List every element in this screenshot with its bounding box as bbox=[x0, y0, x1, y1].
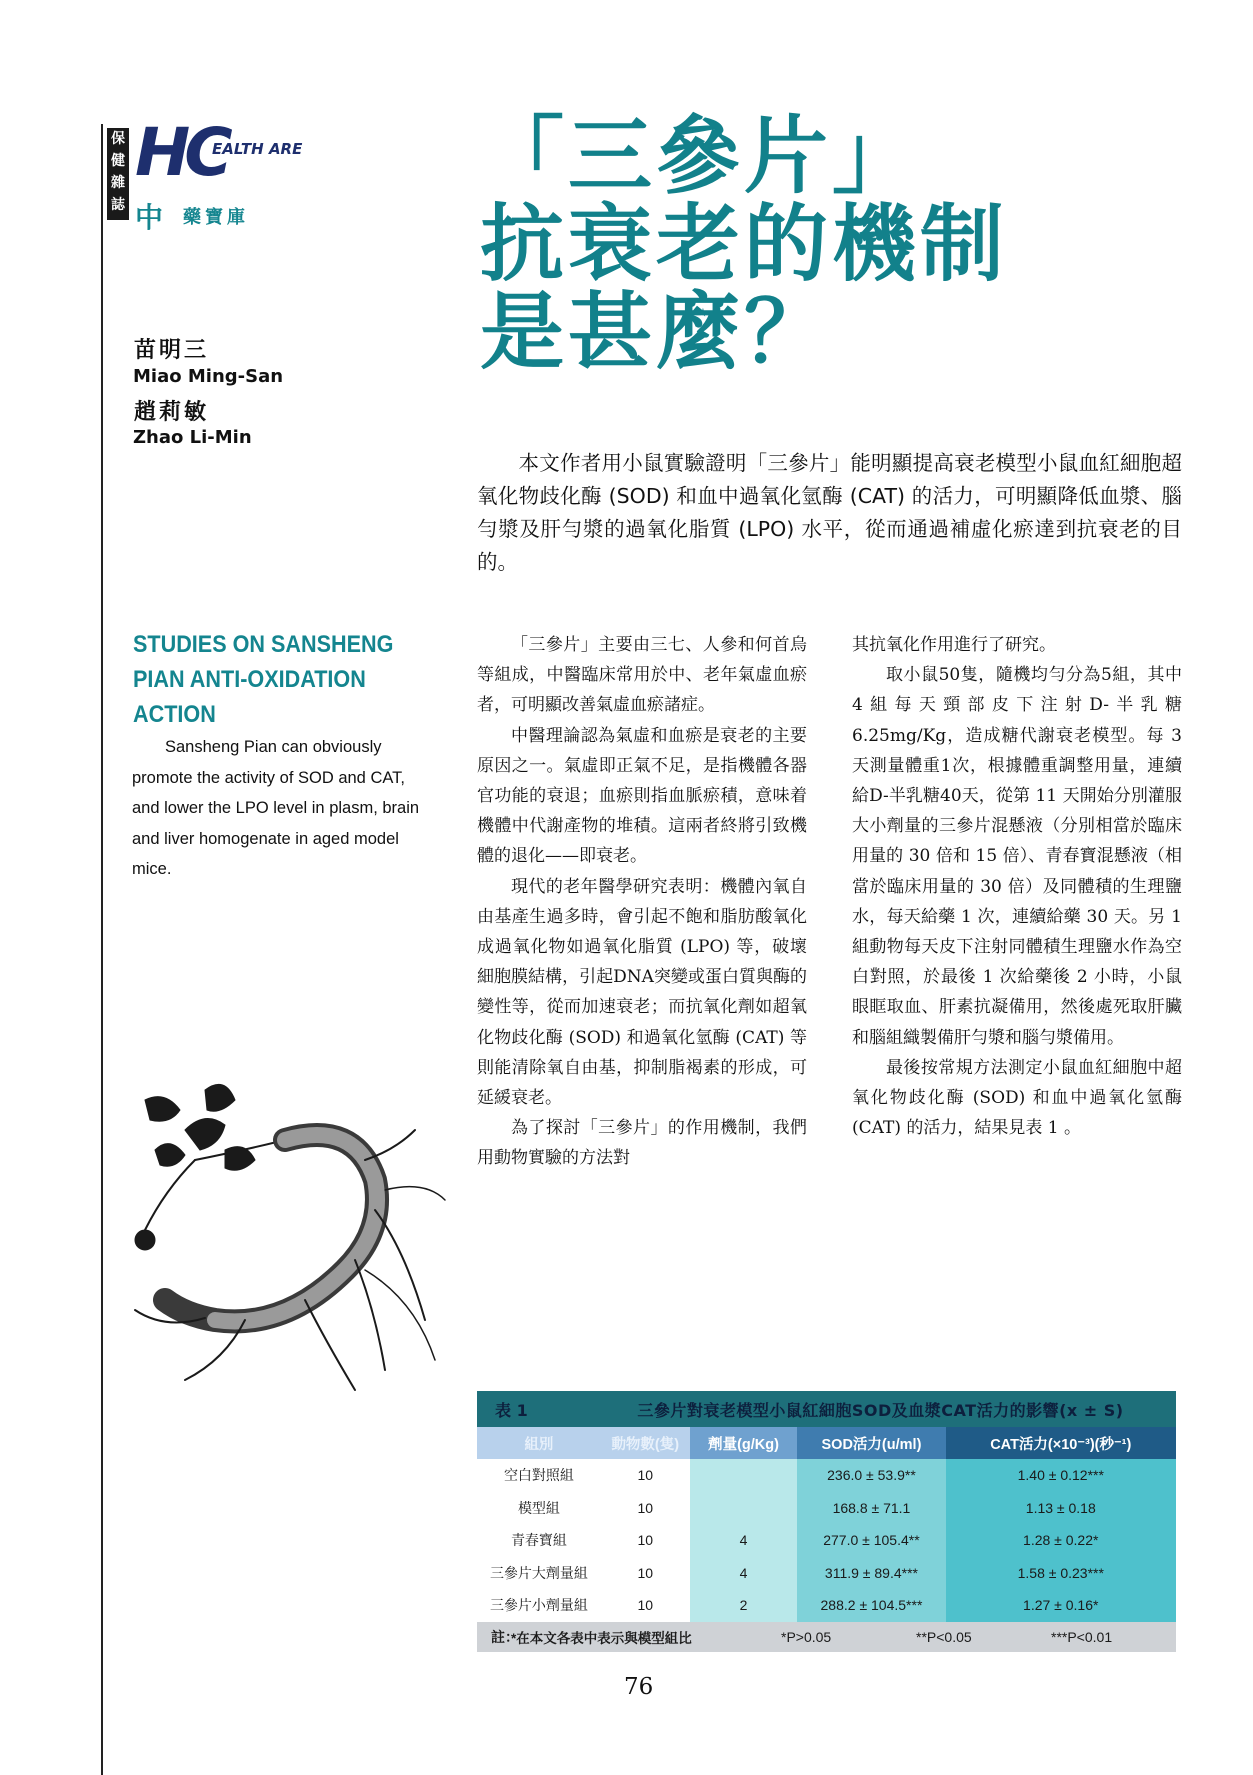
paragraph: 最後按常規方法測定小鼠血紅細胞中超氧化物歧化酶 (SOD) 和血中過氧化氫酶 (CAT) 的活力，結果見表 1 。 bbox=[852, 1057, 1182, 1139]
table-cell: 模型組 bbox=[477, 1492, 601, 1525]
table-cell: 236.0 ± 53.9** bbox=[797, 1459, 945, 1492]
table-cell: 1.28 ± 0.22* bbox=[946, 1524, 1176, 1557]
author-name-en: Miao Ming-San bbox=[133, 366, 284, 387]
table-cell: 10 bbox=[601, 1492, 690, 1525]
article-title bbox=[480, 106, 1220, 381]
hc-logo-subtext: EALTH ARE bbox=[212, 140, 303, 158]
title-line: 抗衰老的機制 bbox=[480, 194, 1009, 293]
sidebar-label-char: 誌 bbox=[111, 197, 125, 213]
table-cell: 空白對照組 bbox=[477, 1459, 601, 1492]
table-caption: 三參片對衰老模型小鼠紅細胞SOD及血漿CAT活力的影響(x ± S) bbox=[637, 1400, 1124, 1420]
margin-rule bbox=[101, 124, 103, 1775]
column-header: CAT活力(×10⁻³)(秒⁻¹) bbox=[946, 1427, 1176, 1459]
sidebar-label-char: 雜 bbox=[111, 175, 125, 191]
table-cell: 311.9 ± 89.4*** bbox=[797, 1557, 945, 1590]
sidebar-label-char: 健 bbox=[111, 153, 125, 169]
paragraph: 「三參片」主要由三七、人參和何首烏等組成，中醫臨床常用於中、老年氣虛血瘀者，可明顯改善氣虛血瘀諸症。 bbox=[477, 635, 807, 716]
table-row bbox=[477, 1557, 1176, 1590]
author-name-cn: 趙莉敏 bbox=[134, 400, 210, 425]
table-cell: 10 bbox=[601, 1524, 690, 1557]
hc-logo: HC bbox=[135, 114, 227, 191]
column-header: 組別 bbox=[477, 1427, 601, 1459]
english-summary: Sansheng Pian can obviously promote the activity of SOD and CAT, and lower the LPO level in plasm, brain and liver homogenate in aged model mice. bbox=[132, 738, 420, 878]
table-row bbox=[477, 1459, 1176, 1492]
note-text: *在本文各表中表示與模型組比 bbox=[511, 1630, 692, 1646]
note-significance: **P<0.05 bbox=[916, 1628, 972, 1645]
table-cell: 三參片小劑量組 bbox=[477, 1589, 601, 1622]
title-line: 「三參片」 bbox=[480, 106, 921, 205]
table-cell: 青春寶組 bbox=[477, 1524, 601, 1557]
column-header: 劑量(g/Kg) bbox=[690, 1427, 798, 1459]
paragraph: 中醫理論認為氣虛和血瘀是衰老的主要原因之一。氣虛即正氣不足，是指機體各器官功能的衰退；血瘀則指血脈瘀積，意味着機體中代謝產物的堆積。這兩者終將引致機體的退化——即衰老。 bbox=[477, 725, 807, 867]
paragraph: 為了探討「三參片」的作用機制，我們用動物實驗的方法對 bbox=[477, 1118, 807, 1169]
paragraph: 取小鼠50隻，隨機均勻分為5組，其中4組每天頸部皮下注射D-半乳糖6.25mg/Kg，造成糖代謝衰老模型。每 3 天測量體重1次，根據體重調整用量，連續給D-半乳糖40天，從第 11 天開始分別灌服大小劑量的三參片混懸液（分別相當於臨床用量的 30 倍和 15 倍）、青春寶混懸液（相當於臨床用量的 30 倍）及同體積的生理鹽水，每天給藥 1 次，連續給藥 30 天。另 1 組動物每天皮下注射同體積生理鹽水作為空白對照，於最後 1 次給藥後 2 小時，小鼠眼眶取血、肝素抗凝備用，然後處死取肝臟和腦組織製備肝勻漿和腦勻漿備用。 bbox=[852, 665, 1182, 1048]
data-table bbox=[477, 1427, 1176, 1622]
table-cell: 1.40 ± 0.12*** bbox=[946, 1459, 1176, 1492]
ginseng-illustration bbox=[125, 1070, 455, 1400]
table-row bbox=[477, 1524, 1176, 1557]
table-cell bbox=[690, 1459, 798, 1492]
column-header: SOD活力(u/ml) bbox=[797, 1427, 945, 1459]
table-cell: 4 bbox=[690, 1524, 798, 1557]
note-significance: ***P<0.01 bbox=[1051, 1628, 1113, 1645]
logo-chinese-char: 中 bbox=[135, 201, 164, 234]
body-column-1 bbox=[477, 630, 807, 1174]
table-cell: 288.2 ± 104.5*** bbox=[797, 1589, 945, 1622]
table-cell: 10 bbox=[601, 1589, 690, 1622]
table-cell: 277.0 ± 105.4** bbox=[797, 1524, 945, 1557]
table-cell: 10 bbox=[601, 1459, 690, 1492]
note-significance: *P>0.05 bbox=[781, 1628, 832, 1645]
table-footnote bbox=[477, 1622, 1176, 1652]
paragraph: 現代的老年醫學研究表明：機體內氧自由基產生過多時，會引起不飽和脂肪酸氧化成過氧化物如過氧化脂質 (LPO) 等，破壞細胞膜結構，引起DNA突變或蛋白質與酶的變性等，從而加速衰老；而抗氧化劑如超氧化物歧化酶 (SOD) 和過氧化氫酶 (CAT) 等則能清除氧自由基，抑制脂褐素的形成，可延緩衰老。 bbox=[477, 876, 807, 1109]
table-cell: 1.27 ± 0.16* bbox=[946, 1589, 1176, 1622]
english-title: STUDIES ON SANSHENG PIAN ANTI-OXIDATION ACTION bbox=[133, 631, 394, 728]
magazine-sidebar-label bbox=[107, 128, 129, 220]
table-cell: 10 bbox=[601, 1557, 690, 1590]
section-name: 藥寶庫 bbox=[183, 207, 249, 228]
column-header: 動物數(隻) bbox=[601, 1427, 690, 1459]
table-cell bbox=[690, 1492, 798, 1525]
table-cell: 1.58 ± 0.23*** bbox=[946, 1557, 1176, 1590]
paragraph: 其抗氧化作用進行了研究。 bbox=[852, 635, 1056, 655]
table-number: 表 1 bbox=[495, 1400, 528, 1420]
author-name-cn: 苗明三 bbox=[134, 338, 210, 363]
page-number: 76 bbox=[624, 1674, 654, 1700]
results-table bbox=[477, 1391, 1176, 1652]
table-cell: 2 bbox=[690, 1589, 798, 1622]
table-cell: 三參片大劑量組 bbox=[477, 1557, 601, 1590]
note-label: 註： bbox=[491, 1628, 519, 1645]
table-cell: 4 bbox=[690, 1557, 798, 1590]
author-name-en: Zhao Li-Min bbox=[133, 427, 252, 448]
table-header-row bbox=[477, 1427, 1176, 1459]
table-cell: 1.13 ± 0.18 bbox=[946, 1492, 1176, 1525]
abstract: 本文作者用小鼠實驗證明「三參片」能明顯提高衰老模型小鼠血紅細胞超氧化物歧化酶 (SOD) 和血中過氧化氫酶 (CAT) 的活力，可明顯降低血漿、腦勻漿及肝勻漿的過氧化脂質 (LPO) 水平，從而通過補虛化瘀達到抗衰老的目的。 bbox=[477, 451, 1182, 574]
sidebar-label-char: 保 bbox=[111, 131, 125, 147]
table-row bbox=[477, 1492, 1176, 1525]
table-title-bar bbox=[477, 1391, 1176, 1427]
title-line: 是甚麼？ bbox=[480, 282, 833, 381]
table-cell: 168.8 ± 71.1 bbox=[797, 1492, 945, 1525]
table-row bbox=[477, 1589, 1176, 1622]
body-column-2 bbox=[852, 630, 1182, 1143]
